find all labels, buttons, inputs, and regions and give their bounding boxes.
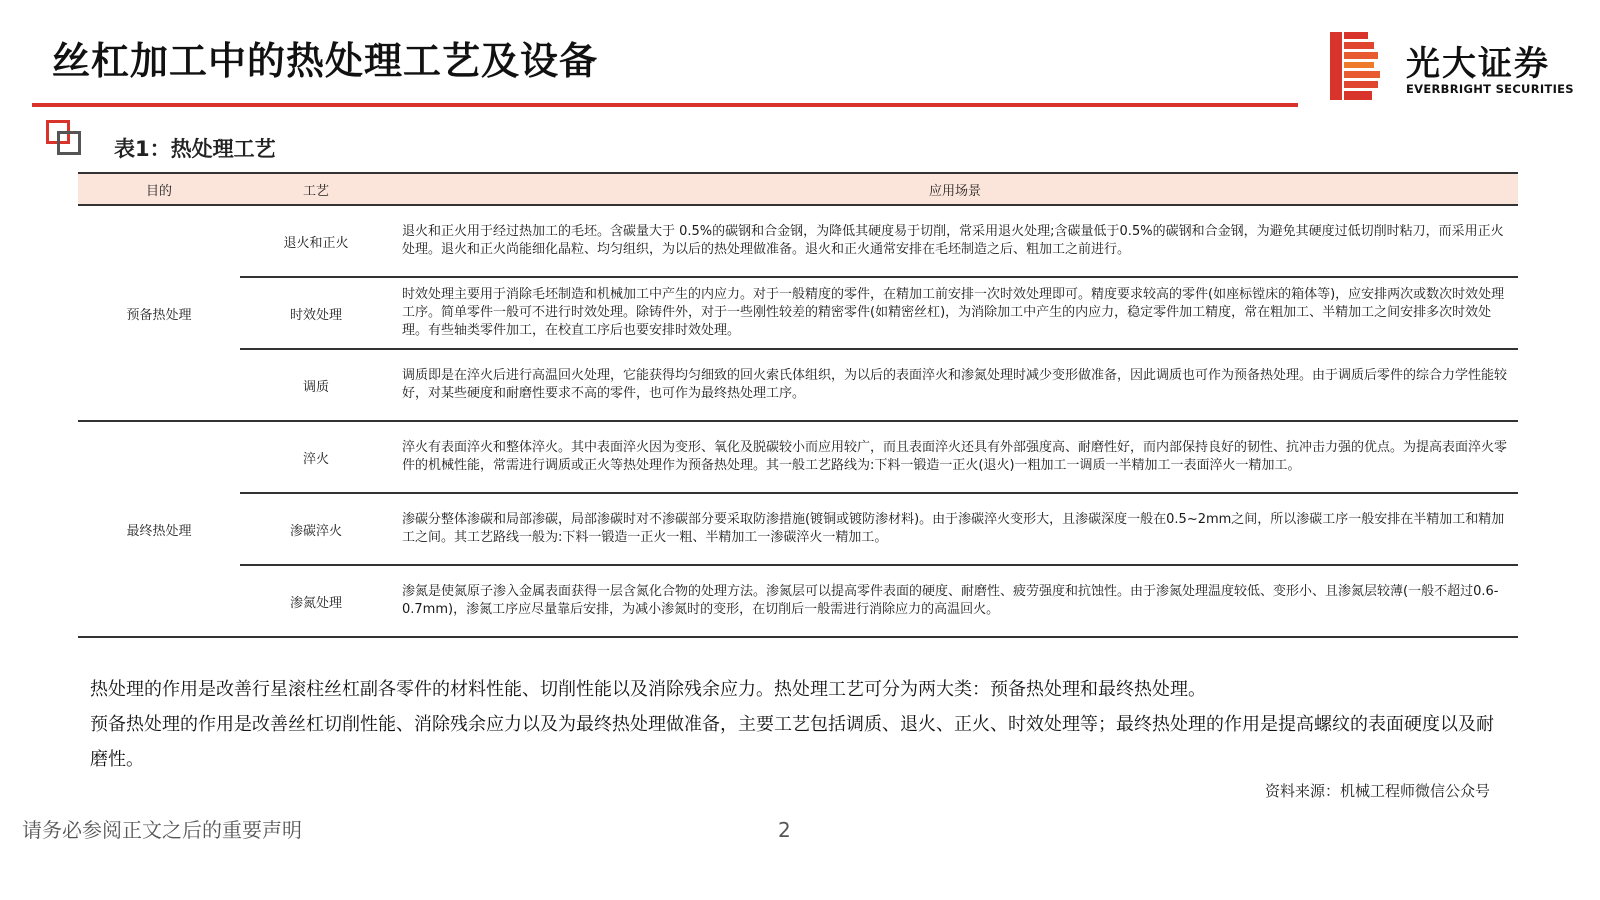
body-paragraph: 预备热处理的作用是改善丝杠切削性能、消除残余应力以及为最终热处理做准备，主要工艺包括调质、退火、正火、时效处理等；最终热处理的作用是提高螺纹的表面硬度以及耐磨性。: [90, 714, 1494, 770]
page-number: 2: [778, 818, 791, 842]
table-caption-icon: [46, 120, 82, 156]
title-divider: [32, 103, 1298, 107]
heat-treatment-table: [78, 172, 1518, 638]
application-cell: 渗碳分整体渗碳和局部渗碳，局部渗碳时对不渗碳部分要采取防渗措施(镀铜或镀防渗材料)。由于渗碳淬火变形大，且渗碳深度一般在0.5~2mm之间，所以渗碳工序一般安排在半精加工和精加工之间。其工艺路线一般为:下料一锻造一正火一粗、半精加工一渗碳淬火一精加工。: [392, 493, 1518, 565]
process-cell: 淬火: [240, 421, 392, 493]
purpose-cell: 最终热处理: [78, 421, 240, 637]
process-cell: 退火和正火: [240, 205, 392, 277]
table-row: [78, 349, 1518, 421]
table-caption: 表1：热处理工艺: [114, 137, 276, 161]
page-title: 丝杠加工中的热处理工艺及设备: [52, 39, 599, 83]
logo-chinese-name: 光大证券: [1406, 44, 1550, 84]
application-cell: 退火和正火用于经过热加工的毛坯。含碳量大于 0.5%的碳钢和合金钢，为降低其硬度易于切削，常采用退火处理;含碳量低于0.5%的碳钢和合金钢，为避免其硬度过低切削时粘刀，而采用正火处理。退火和正火尚能细化晶粒、均匀组织，为以后的热处理做准备。退火和正火通常安排在毛坯制造之后、粗加工之前进行。: [392, 205, 1518, 277]
header-purpose: 目的: [78, 173, 240, 205]
table-row: [78, 277, 1518, 349]
table-header-row: [78, 173, 1518, 205]
application-cell: 淬火有表面淬火和整体淬火。其中表面淬火因为变形、氧化及脱碳较小而应用较广，而且表面淬火还具有外部强度高、耐磨性好，而内部保持良好的韧性、抗冲击力强的优点。为提高表面淬火零件的机械性能，常需进行调质或正火等热处理作为预备热处理。其一般工艺路线为:下料一锻造一正火(退火)一粗加工一调质一半精加工一表面淬火一精加工。: [392, 421, 1518, 493]
header-application: 应用场景: [392, 173, 1518, 205]
application-cell: 时效处理主要用于消除毛坯制造和机械加工中产生的内应力。对于一般精度的零件，在精加工前安排一次时效处理即可。精度要求较高的零件(如座标镗床的箱体等)，应安排两次或数次时效处理工序。简单零件一般可不进行时效处理。除铸件外，对于一些刚性较差的精密零件(如精密丝杠)，为消除加工中产生的内应力，稳定零件加工精度，常在粗加工、半精加工之间安排多次时效处理。有些轴类零件加工，在校直工序后也要安排时效处理。: [392, 277, 1518, 349]
purpose-cell: 预备热处理: [78, 205, 240, 421]
process-cell: 调质: [240, 349, 392, 421]
disclaimer-note: 请务必参阅正文之后的重要声明: [22, 818, 302, 842]
process-cell: 渗氮处理: [240, 565, 392, 637]
application-cell: 渗氮是使氮原子渗入金属表面获得一层含氮化合物的处理方法。渗氮层可以提高零件表面的硬度、耐磨性、疲劳强度和抗蚀性。由于渗氮处理温度较低、变形小、且渗氮层较薄(一般不超过0.6-0.7mm)，渗氮工序应尽量靠后安排，为减小渗氮时的变形，在切削后一般需进行消除应力的高温回火。: [392, 565, 1518, 637]
logo-english-name: EVERBRIGHT SECURITIES: [1406, 82, 1574, 96]
process-cell: 时效处理: [240, 277, 392, 349]
application-cell: 调质即是在淬火后进行高温回火处理，它能获得均匀细致的回火索氏体组织，为以后的表面淬火和渗氮处理时减少变形做准备，因此调质也可作为预备热处理。由于调质后零件的综合力学性能较好，对某些硬度和耐磨性要求不高的零件，也可作为最终热处理工序。: [392, 349, 1518, 421]
table-row: [78, 421, 1518, 493]
everbright-logo-icon: [1330, 32, 1382, 100]
body-paragraph: 热处理的作用是改善行星滚柱丝杠副各零件的材料性能、切削性能以及消除残余应力。热处理工艺可分为两大类：预备热处理和最终热处理。: [90, 679, 1206, 700]
company-logo: [1330, 30, 1590, 102]
source-note: 资料来源：机械工程师微信公众号: [1264, 782, 1490, 800]
table-row: [78, 493, 1518, 565]
table-row: [78, 205, 1518, 277]
process-cell: 渗碳淬火: [240, 493, 392, 565]
header-process: 工艺: [240, 173, 392, 205]
body-text: [90, 672, 1510, 777]
table-row: [78, 565, 1518, 637]
